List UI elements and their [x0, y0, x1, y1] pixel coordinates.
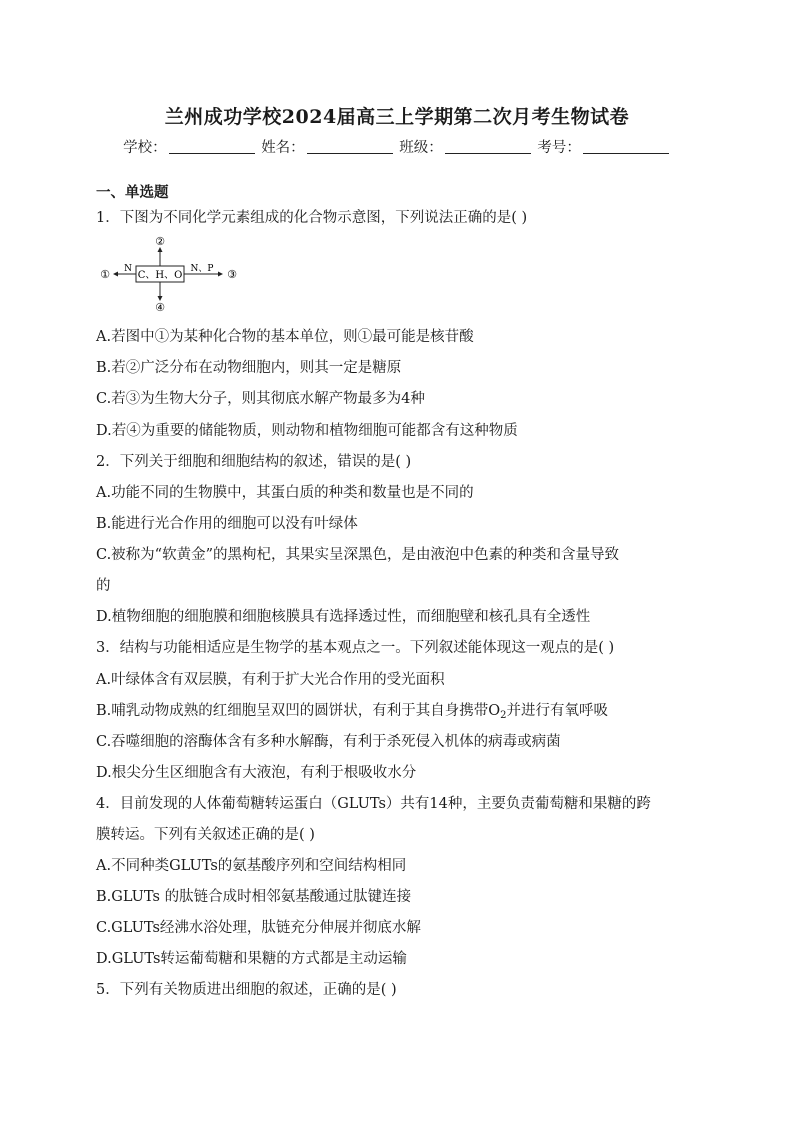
name-blank[interactable]	[307, 139, 393, 154]
q4-option-b: B.GLUTs 的肽链合成时相邻氨基酸通过肽键连接	[96, 889, 412, 905]
node-4: ④	[155, 301, 165, 314]
exam-title: 兰州成功学校2024届高三上学期第二次月考生物试卷	[164, 106, 630, 128]
q2-option-c: C.被称为“软黄金”的黑枸杞，其果实呈深黑色，是由液泡中色素的种类和含量导致	[96, 547, 620, 563]
q3-option-b-text-end: 并进行有氧呼吸	[506, 703, 609, 719]
element-compound-diagram	[96, 234, 246, 314]
q4-stem: 4．目前发现的人体葡萄糖转运蛋白（GLUTs）共有14种，主要负责葡萄糖和果糖的跨	[96, 796, 651, 812]
q2-option-b: B.能进行光合作用的细胞可以没有叶绿体	[96, 516, 358, 532]
name-label: 姓名：	[261, 140, 305, 156]
q3-option-b	[96, 699, 608, 721]
q1-stem: 1．下图为不同化学元素组成的化合物示意图，下列说法正确的是( )	[96, 210, 528, 226]
center-label: C、H、O	[137, 270, 183, 281]
q4-stem-cont: 膜转运。下列有关叙述正确的是( )	[96, 827, 315, 843]
exam-number-blank[interactable]	[583, 139, 669, 154]
q1-option-b: B.若②广泛分布在动物细胞内，则其一定是糖原	[96, 360, 402, 376]
q3-option-d: D.根尖分生区细胞含有大液泡，有利于根吸收水分	[96, 765, 417, 781]
q4-option-d: D.GLUTs转运葡萄糖和果糖的方式都是主动运输	[96, 951, 407, 967]
right-label: N、P	[190, 264, 214, 274]
q5-stem: 5．下列有关物质进出细胞的叙述，正确的是( )	[96, 982, 397, 998]
q3-stem: 3．结构与功能相适应是生物学的基本观点之一。下列叙述能体现这一观点的是( )	[96, 640, 615, 656]
q3-option-b-text: B.哺乳动物成熟的红细胞呈双凹的圆饼状，有利于其自身携带O	[96, 703, 501, 719]
q1-option-c: C.若③为生物大分子，则其彻底水解产物最多为4种	[96, 391, 425, 407]
q4-option-a: A.不同种类GLUTs的氨基酸序列和空间结构相同	[96, 858, 407, 874]
node-1: ①	[100, 268, 110, 281]
class-label: 班级：	[399, 140, 443, 156]
arrow-left-head	[113, 272, 118, 277]
node-2: ②	[155, 235, 165, 248]
class-blank[interactable]	[445, 139, 531, 154]
q2-stem: 2．下列关于细胞和细胞结构的叙述，错误的是( )	[96, 454, 412, 470]
q3-option-a: A.叶绿体含有双层膜，有利于扩大光合作用的受光面积	[96, 672, 445, 688]
node-3: ③	[227, 268, 237, 281]
section-heading: 一、单选题	[96, 184, 169, 201]
q2-option-d: D.植物细胞的细胞膜和细胞核膜具有选择透过性，而细胞壁和核孔具有全透性	[96, 609, 591, 625]
school-blank[interactable]	[169, 139, 255, 154]
q3-option-c: C.吞噬细胞的溶酶体含有多种水解酶，有利于杀死侵入机体的病毒或病菌	[96, 734, 561, 750]
q2-option-a: A.功能不同的生物膜中，其蛋白质的种类和数量也是不同的	[96, 485, 474, 501]
arrow-right-head	[218, 272, 223, 277]
student-info-line	[0, 136, 794, 157]
q2-option-c-cont: 的	[96, 578, 111, 594]
left-label: N	[124, 264, 132, 274]
q1-option-a: A.若图中①为某种化合物的基本单位，则①最可能是核苷酸	[96, 329, 474, 345]
q1-option-d: D.若④为重要的储能物质，则动物和植物细胞可能都含有这种物质	[96, 423, 518, 439]
q4-option-c: C.GLUTs经沸水浴处理，肽链充分伸展并彻底水解	[96, 920, 421, 936]
q3-option-b-subscript: 2	[500, 710, 507, 721]
exam-number-label: 考号：	[537, 140, 581, 156]
school-label: 学校：	[123, 140, 167, 156]
